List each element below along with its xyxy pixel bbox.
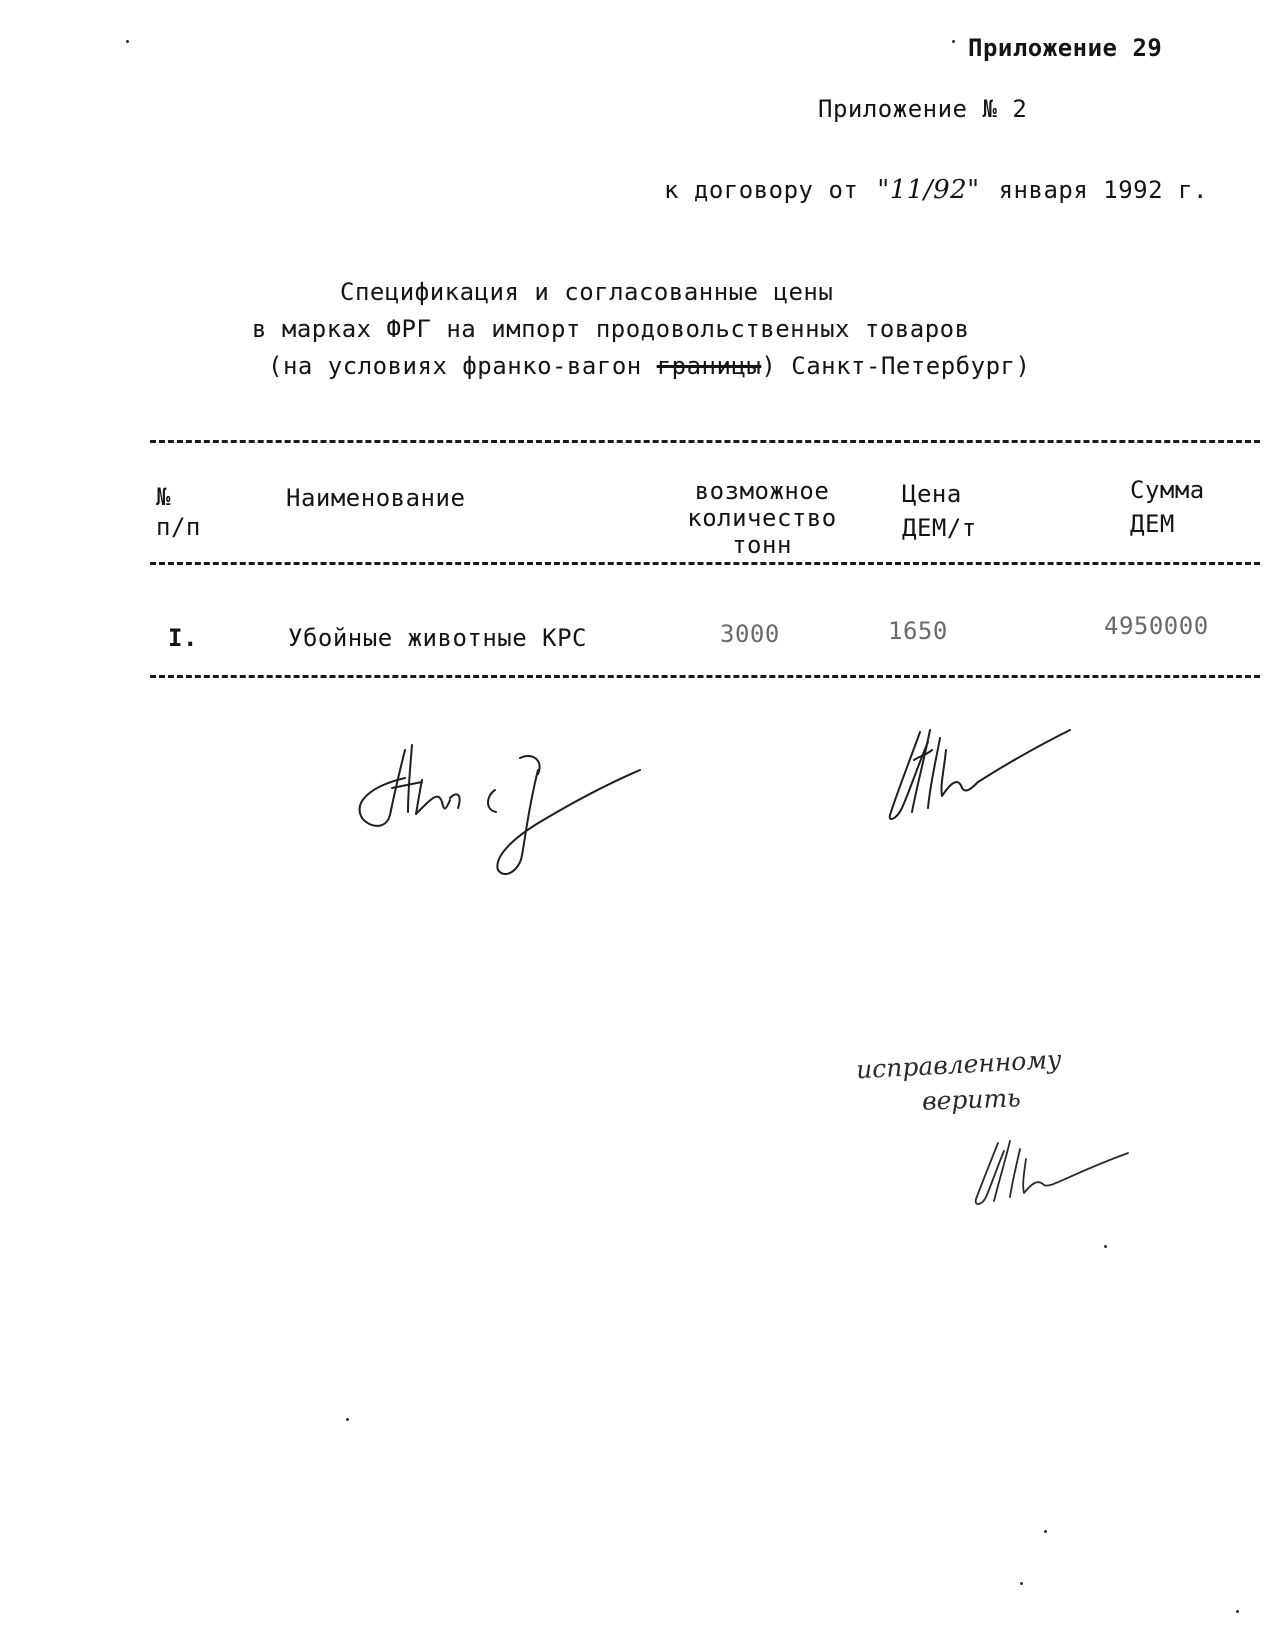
contract-date-handwritten: "11/92" — [877, 175, 980, 205]
header-sum-line-1: Сумма — [1130, 476, 1205, 504]
handwritten-note-line-2: верить — [921, 1083, 1022, 1116]
table-top-rule — [150, 440, 1260, 443]
appendix-inner-label: Приложение № 2 — [818, 95, 1028, 123]
row-qty: 3000 — [720, 620, 780, 648]
header-name: Наименование — [286, 484, 466, 512]
signature-left — [350, 730, 650, 900]
signature-initials — [968, 1135, 1138, 1215]
scan-speck — [1236, 1610, 1239, 1613]
scan-speck — [1020, 1582, 1023, 1585]
title-line-2: в марках ФРГ на импорт продовольственных товаров — [252, 315, 970, 343]
scan-speck — [1104, 1245, 1107, 1248]
table-bottom-rule — [150, 675, 1260, 678]
title-line-3-struck: границы — [656, 352, 762, 380]
row-name: Убойные животные КРС — [288, 624, 587, 652]
row-num: I. — [168, 624, 198, 652]
title-line-3-suffix: ) Санкт-Петербург) — [761, 352, 1031, 380]
header-num — [156, 482, 201, 542]
header-price — [902, 477, 977, 545]
scan-speck — [346, 1418, 349, 1421]
signature-right — [880, 720, 1080, 840]
header-num-line-2: п/п — [156, 513, 201, 541]
header-sum-line-2: ДЕМ — [1130, 510, 1175, 538]
header-qty-line-2: количество — [687, 504, 837, 532]
row-sum: 4950000 — [1104, 612, 1209, 640]
handwritten-note-line-1: исправленному — [855, 1044, 1063, 1085]
row-price: 1650 — [888, 617, 948, 645]
title-line-1: Спецификация и согласованные цены — [340, 278, 834, 306]
header-price-line-1: Цена — [902, 480, 962, 508]
header-qty-line-3: тонн — [732, 531, 792, 559]
contract-reference — [664, 175, 1208, 205]
header-num-line-1: № — [156, 483, 171, 511]
scan-speck — [126, 40, 129, 43]
scan-speck — [952, 40, 955, 43]
header-price-line-2: ДЕМ/т — [902, 514, 977, 542]
header-qty-line-1: возможное — [694, 477, 830, 505]
scan-speck — [1044, 1530, 1047, 1533]
contract-suffix: января 1992 г. — [998, 176, 1208, 204]
title-line-3-prefix: (на условиях франко-вагон — [268, 352, 642, 380]
appendix-outer-label: Приложение 29 — [968, 34, 1163, 62]
contract-prefix: к договору от — [664, 176, 859, 204]
table-header-rule — [150, 562, 1260, 565]
header-sum — [1130, 473, 1205, 541]
title-line-3 — [268, 352, 1030, 380]
header-qty — [672, 478, 852, 559]
